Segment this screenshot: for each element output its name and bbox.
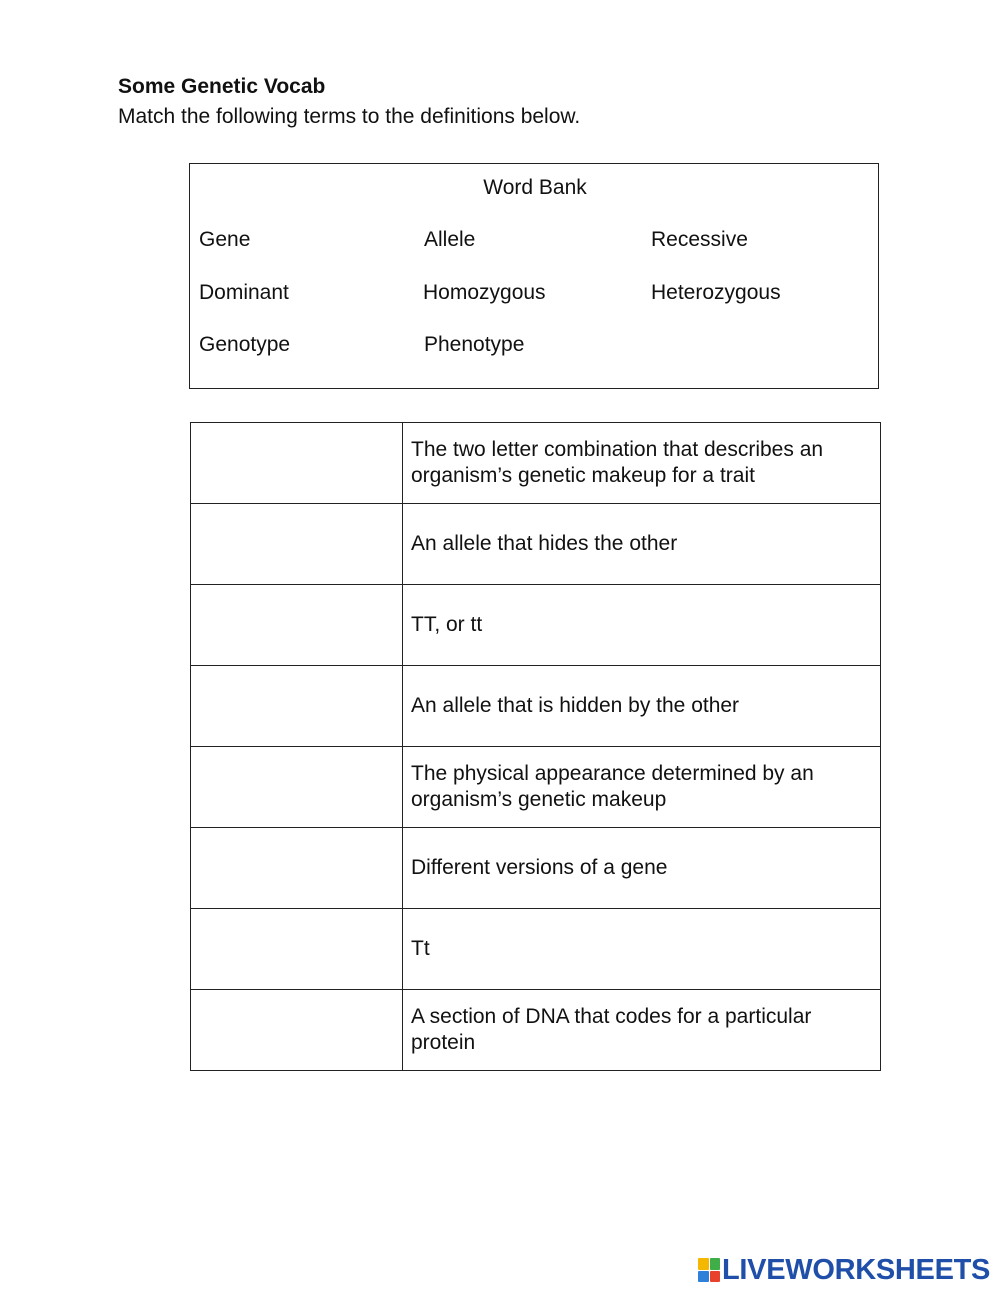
table-row bbox=[191, 585, 881, 666]
definition-cell: The physical appearance determined by an organism’s genetic makeup bbox=[403, 747, 881, 828]
matching-table bbox=[190, 422, 881, 1071]
definition-cell: TT, or tt bbox=[403, 585, 881, 666]
word-bank-box bbox=[189, 163, 879, 389]
answer-cell[interactable] bbox=[191, 828, 403, 909]
liveworksheets-logo bbox=[698, 1254, 990, 1286]
answer-cell[interactable] bbox=[191, 747, 403, 828]
word-bank-term: Homozygous bbox=[423, 281, 546, 304]
table-row bbox=[191, 909, 881, 990]
table-row bbox=[191, 666, 881, 747]
answer-cell[interactable] bbox=[191, 423, 403, 504]
logo-square bbox=[710, 1258, 721, 1270]
word-bank-term: Heterozygous bbox=[651, 281, 781, 304]
logo-square bbox=[710, 1271, 721, 1283]
table-row bbox=[191, 828, 881, 909]
definition-cell: A section of DNA that codes for a particular protein bbox=[403, 990, 881, 1071]
answer-input[interactable] bbox=[191, 423, 402, 503]
answer-input[interactable] bbox=[191, 504, 402, 584]
word-bank-heading: Word Bank bbox=[483, 176, 587, 199]
word-bank-term: Gene bbox=[199, 228, 251, 251]
answer-input[interactable] bbox=[191, 990, 402, 1070]
table-row bbox=[191, 747, 881, 828]
logo-square bbox=[698, 1271, 709, 1283]
table-row bbox=[191, 990, 881, 1071]
answer-input[interactable] bbox=[191, 909, 402, 989]
answer-input[interactable] bbox=[191, 747, 402, 827]
table-row bbox=[191, 423, 881, 504]
definition-cell: An allele that is hidden by the other bbox=[403, 666, 881, 747]
definition-cell: Different versions of a gene bbox=[403, 828, 881, 909]
word-bank-term: Recessive bbox=[651, 228, 748, 251]
page-title: Some Genetic Vocab bbox=[118, 75, 326, 98]
definition-cell: Tt bbox=[403, 909, 881, 990]
answer-input[interactable] bbox=[191, 828, 402, 908]
answer-input[interactable] bbox=[191, 666, 402, 746]
instructions-text: Match the following terms to the definitions below. bbox=[118, 105, 581, 128]
answer-cell[interactable] bbox=[191, 666, 403, 747]
liveworksheets-logo-icon bbox=[698, 1258, 720, 1282]
word-bank-term: Phenotype bbox=[424, 333, 525, 356]
logo-square bbox=[698, 1258, 709, 1270]
definition-cell: An allele that hides the other bbox=[403, 504, 881, 585]
answer-cell[interactable] bbox=[191, 504, 403, 585]
word-bank-term: Allele bbox=[424, 228, 476, 251]
answer-cell[interactable] bbox=[191, 909, 403, 990]
liveworksheets-logo-text: LIVEWORKSHEETS bbox=[722, 1254, 991, 1286]
answer-cell[interactable] bbox=[191, 990, 403, 1071]
definition-cell: The two letter combination that describes an organism’s genetic makeup for a trait bbox=[403, 423, 881, 504]
word-bank-term: Genotype bbox=[199, 333, 291, 356]
answer-input[interactable] bbox=[191, 585, 402, 665]
answer-cell[interactable] bbox=[191, 585, 403, 666]
table-row bbox=[191, 504, 881, 585]
word-bank-term: Dominant bbox=[199, 281, 289, 304]
